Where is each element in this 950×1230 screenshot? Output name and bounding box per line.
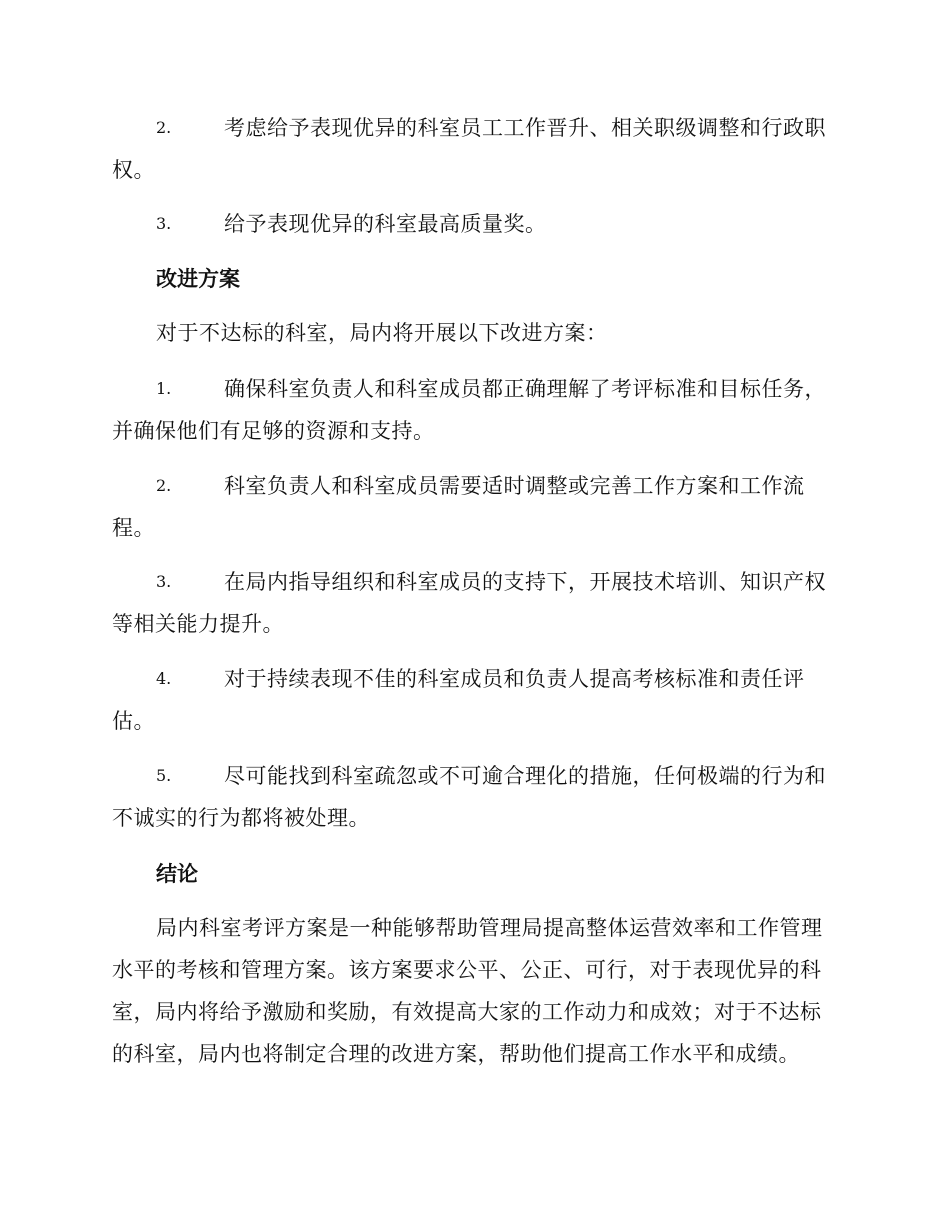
conclusion-paragraph [112, 907, 834, 1075]
paragraph-line: 对于不达标的科室，局内将开展以下改进方案： [156, 321, 608, 345]
reward-list-item [112, 107, 834, 191]
improvement-list-item [112, 465, 834, 549]
list-number: 4. [156, 669, 172, 688]
list-number: 2. [156, 118, 172, 137]
improvement-list-item [112, 561, 834, 645]
list-number: 1. [156, 379, 172, 398]
paragraph-line: 局内科室考评方案是一种能够帮助管理局提高整体运营效率和工作管理 [156, 916, 823, 940]
list-text-line: 考虑给予表现优异的科室员工工作晋升、相关职级调整和行政职 [224, 116, 826, 140]
reward-list-item [112, 203, 834, 245]
list-text-line: 并确保他们有足够的资源和支持。 [112, 419, 435, 443]
list-text-line: 程。 [112, 516, 155, 540]
paragraph-line: 室，局内将给予激励和奖励，有效提高大家的工作动力和成效；对于不达标 [112, 1000, 822, 1024]
list-number: 3. [156, 572, 172, 591]
paragraph-line: 的科室，局内也将制定合理的改进方案，帮助他们提高工作水平和成绩。 [112, 1042, 800, 1066]
list-text-line: 权。 [112, 158, 155, 182]
list-text-line: 等相关能力提升。 [112, 612, 284, 636]
list-number: 5. [156, 766, 172, 785]
improvement-list-item [112, 368, 834, 452]
list-text-line: 科室负责人和科室成员需要适时调整或完善工作方案和工作流 [224, 474, 805, 498]
list-number: 3. [156, 214, 172, 233]
list-text-line: 对于持续表现不佳的科室成员和负责人提高考核标准和责任评 [224, 667, 805, 691]
list-text-line: 估。 [112, 709, 155, 733]
list-text-line: 尽可能找到科室疏忽或不可逾合理化的措施，任何极端的行为和 [224, 764, 826, 788]
section-heading-conclusion: 结论 [156, 862, 198, 886]
improvement-intro [112, 312, 834, 354]
list-text-line: 在局内指导组织和科室成员的支持下，开展技术培训、知识产权 [224, 570, 826, 594]
section-heading-improvement: 改进方案 [156, 267, 240, 291]
list-text-line: 确保科室负责人和科室成员都正确理解了考评标准和目标任务， [224, 377, 826, 401]
paragraph-line: 水平的考核和管理方案。该方案要求公平、公正、可行，对于表现优异的科 [112, 958, 822, 982]
list-number: 2. [156, 476, 172, 495]
improvement-list-item [112, 658, 834, 742]
list-text-line: 不诚实的行为都将被处理。 [112, 806, 370, 830]
list-text-line: 给予表现优异的科室最高质量奖。 [224, 212, 547, 236]
improvement-list-item [112, 755, 834, 839]
